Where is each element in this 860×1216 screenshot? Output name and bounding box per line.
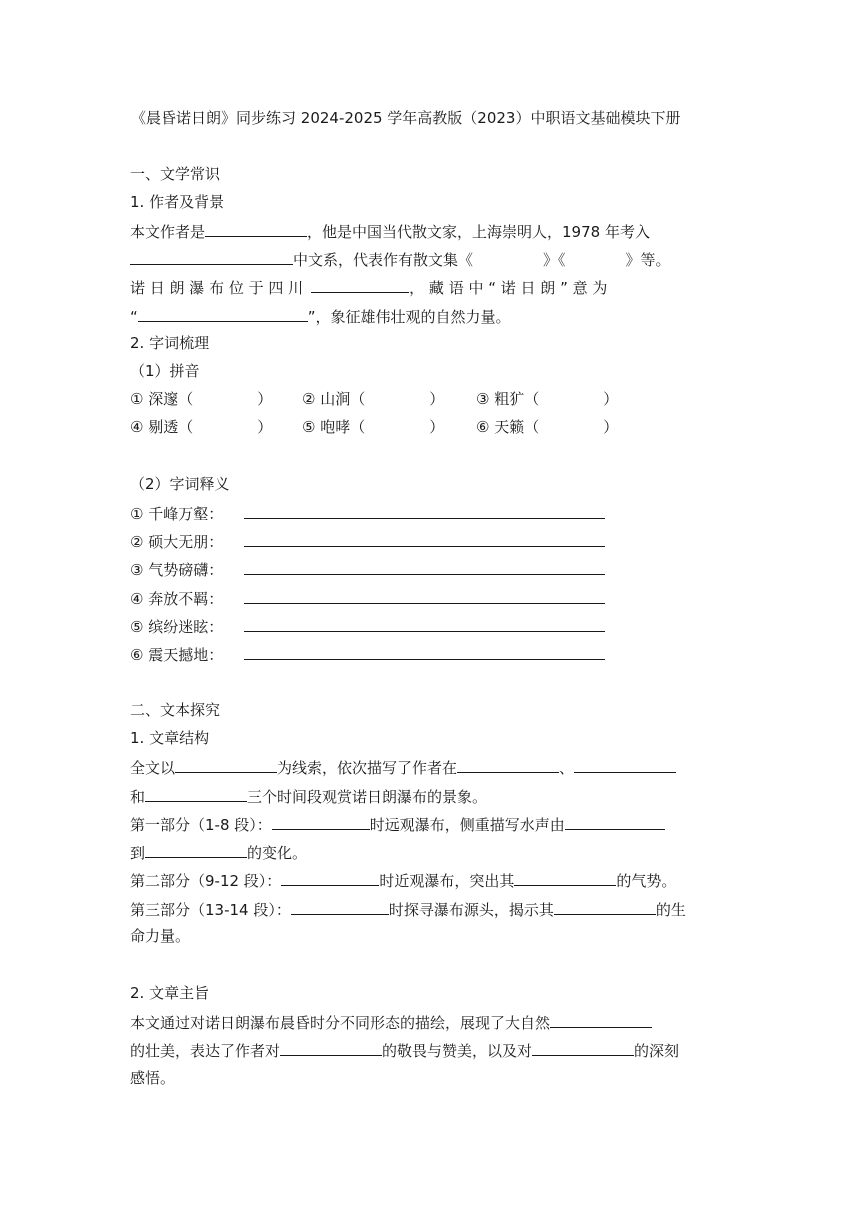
time-blank-3[interactable] [145, 785, 247, 802]
university-blank[interactable] [130, 248, 293, 265]
text: 时探寻瀑布源头，揭示其 [388, 901, 554, 919]
term-row [130, 643, 605, 665]
term-label: ② 硕大无朋： [130, 533, 224, 551]
text: ， 藏 语 中 “ 诺 日 朗 ” 意 为 [409, 279, 608, 297]
pinyin-item: ② 山涧（ [302, 390, 366, 408]
structure-line-1 [130, 756, 676, 778]
clue-blank[interactable] [175, 756, 277, 773]
insight-blank[interactable] [532, 1039, 634, 1056]
pinyin-item: ③ 粗犷（ [476, 390, 540, 408]
term-label: ⑤ 缤纷迷眩： [130, 618, 224, 636]
text: 》等。 [625, 251, 671, 269]
pinyin-item: ④ 剔透（ [130, 418, 194, 436]
part-3-line [130, 898, 686, 920]
text: 的生 [655, 901, 686, 919]
definition-blank[interactable] [244, 615, 605, 632]
text: 、 [559, 759, 575, 777]
time-blank-1[interactable] [457, 756, 559, 773]
location-blank[interactable] [311, 276, 409, 293]
nature-blank[interactable] [550, 1011, 652, 1028]
text: 第二部分（9-12 段）： [130, 872, 282, 890]
momentum-blank[interactable] [514, 869, 616, 886]
part-2-time-blank[interactable] [281, 869, 379, 886]
text: 中文系，代表作有散文集《 [293, 251, 474, 269]
section-heading-text-exploration: 二、文本探究 [130, 701, 221, 719]
subheading-definitions: （2）字词释义 [130, 475, 230, 493]
term-label: ④ 奔放不羁： [130, 590, 224, 608]
definition-blank[interactable] [244, 558, 605, 575]
sound-from-blank[interactable] [565, 813, 665, 830]
author-line [130, 220, 650, 242]
question-title-author-background: 1. 作者及背景 [130, 193, 225, 211]
document-title: 《晨昏诺日朗》同步练习 2024-2025 学年高教版（2023）中职语文基础模块下册 [131, 109, 681, 127]
text: 的敬畏与赞美，以及对 [382, 1042, 533, 1060]
text: ”，象征雄伟壮观的自然力量。 [307, 308, 511, 326]
text: 的变化。 [247, 844, 308, 862]
text: 的气势。 [616, 872, 677, 890]
question-title-structure: 1. 文章结构 [130, 729, 210, 747]
text: 时近观瀑布，突出其 [379, 872, 515, 890]
pinyin-item: ① 深邃（ [130, 390, 194, 408]
section-heading-literary-knowledge: 一、文学常识 [130, 165, 221, 183]
definition-blank[interactable] [244, 643, 605, 660]
text: 本文作者是 [130, 223, 206, 241]
theme-line-3: 感悟。 [130, 1069, 176, 1087]
paren-close: ） [257, 390, 273, 408]
text: 本文通过对诺日朗瀑布晨昏时分不同形态的描绘，展现了大自然 [130, 1014, 551, 1032]
question-title-theme: 2. 文章主旨 [130, 984, 210, 1002]
text: 和 [130, 788, 146, 806]
text: ，他是中国当代散文家，上海崇明人，1978 年考入 [307, 223, 650, 241]
text: 三个时间段观赏诺日朗瀑布的景象。 [247, 788, 488, 806]
paren-close: ） [603, 390, 619, 408]
paren-close: ） [603, 418, 619, 436]
pinyin-item: ⑥ 天籁（ [476, 418, 540, 436]
text: “ [130, 308, 138, 326]
part-1-time-blank[interactable] [272, 813, 370, 830]
text: 第三部分（13-14 段）： [130, 901, 291, 919]
text: 第一部分（1-8 段）： [130, 816, 272, 834]
paren-close: ） [429, 390, 445, 408]
part-3-line-2: 命力量。 [130, 927, 191, 945]
awe-blank[interactable] [280, 1039, 382, 1056]
text: 诺 日 朗 瀑 布 位 于 四 川 [130, 279, 304, 297]
university-line [130, 248, 671, 270]
paren-close: ） [257, 418, 273, 436]
text: 为线索，依次描写了作者在 [277, 759, 458, 777]
term-label: ① 千峰万壑： [130, 505, 224, 523]
term-row [130, 615, 605, 637]
meaning-blank[interactable] [138, 305, 308, 322]
text: 的壮美，表达了作者对 [130, 1042, 281, 1060]
text: 》《 [543, 251, 566, 269]
theme-line-1 [130, 1011, 652, 1033]
vitality-blank[interactable] [554, 898, 656, 915]
term-row [130, 558, 605, 580]
time-blank-2[interactable] [574, 756, 676, 773]
part-1-line [130, 813, 665, 835]
term-row [130, 587, 605, 609]
structure-line-2 [130, 785, 487, 807]
definition-blank[interactable] [244, 530, 605, 547]
meaning-line [130, 305, 511, 327]
paren-close: ） [429, 418, 445, 436]
author-blank[interactable] [205, 220, 307, 237]
pinyin-row-1 [130, 389, 618, 409]
pinyin-item: ⑤ 咆哮（ [302, 418, 366, 436]
definition-blank[interactable] [244, 587, 605, 604]
subheading-pinyin: （1）拼音 [130, 362, 200, 380]
part-2-line [130, 869, 676, 891]
part-1-line-2 [130, 841, 307, 863]
sound-to-blank[interactable] [145, 841, 247, 858]
location-line [130, 276, 607, 298]
text: 时远观瀑布，侧重描写水声由 [369, 816, 565, 834]
text: 到 [130, 844, 146, 862]
part-3-time-blank[interactable] [291, 898, 389, 915]
text: 的深刻 [634, 1042, 680, 1060]
definition-blank[interactable] [244, 502, 605, 519]
question-title-vocabulary: 2. 字词梳理 [130, 334, 210, 352]
term-row [130, 530, 605, 552]
term-label: ③ 气势磅礴： [130, 561, 224, 579]
theme-line-2 [130, 1039, 679, 1061]
text: 全文以 [130, 759, 176, 777]
term-label: ⑥ 震天撼地： [130, 646, 224, 664]
pinyin-row-2 [130, 417, 618, 437]
term-row [130, 502, 605, 524]
